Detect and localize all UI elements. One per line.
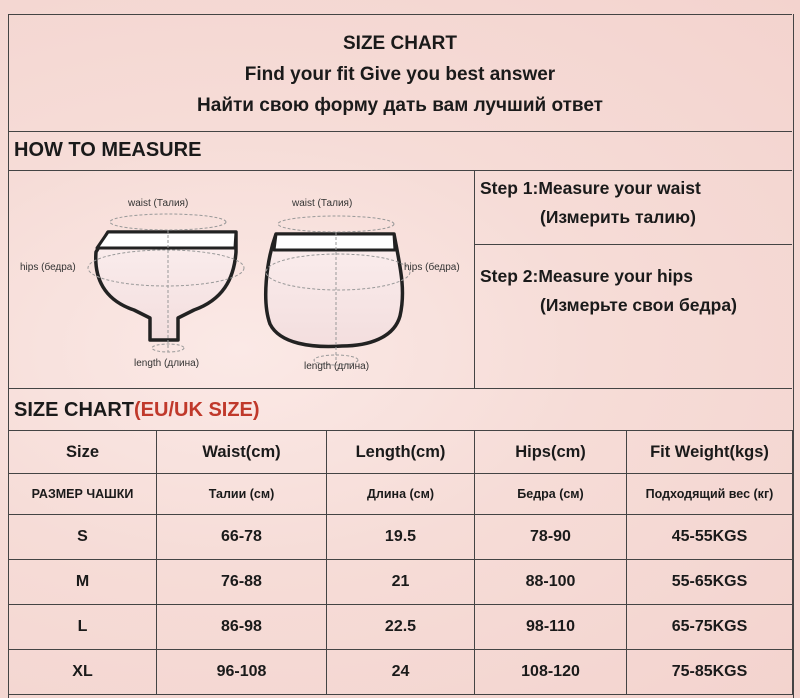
- length-label-right: length (длина): [304, 361, 370, 372]
- size-cell: S: [9, 515, 157, 560]
- size-chart-title-main: SIZE CHART: [14, 399, 134, 421]
- length-cell: 22.5: [327, 605, 475, 650]
- waist-cell: 76-88: [157, 560, 327, 605]
- weight-cell: 55-65KGS: [627, 560, 793, 605]
- column-header: Hips(cm): [475, 431, 627, 474]
- table-row: [9, 560, 793, 605]
- subtitle-ru: Найти свою форму дать вам лучший ответ: [197, 95, 603, 116]
- size-cell: L: [9, 605, 157, 650]
- page-title: SIZE CHART: [343, 33, 457, 54]
- waist-label-left: waist (Талия): [128, 198, 189, 209]
- weight-cell: 75-85KGS: [627, 650, 793, 695]
- waist-cell: 86-98: [157, 605, 327, 650]
- column-header: Waist(cm): [157, 431, 327, 474]
- waist-label-right: waist (Талия): [292, 198, 353, 209]
- length-cell: 21: [327, 560, 475, 605]
- header: [8, 14, 792, 132]
- divider: [8, 388, 792, 389]
- subtitle-en: Find your fit Give you best answer: [244, 64, 556, 85]
- table-row: [9, 515, 793, 560]
- measure-diagram: [8, 170, 474, 388]
- step-2: [480, 266, 737, 316]
- column-header-ru: Талии (см): [157, 474, 327, 515]
- hips-cell: 88-100: [475, 560, 627, 605]
- size-chart-title-accent: (EU/UK SIZE): [134, 399, 260, 421]
- length-label-left: length (длина): [134, 358, 200, 369]
- weight-cell: 45-55KGS: [627, 515, 793, 560]
- step-1: [480, 178, 701, 228]
- waist-cell: 96-108: [157, 650, 327, 695]
- length-cell: 19.5: [327, 515, 475, 560]
- column-header-ru: Бедра (см): [475, 474, 627, 515]
- column-header: Size: [9, 431, 157, 474]
- divider: [474, 244, 792, 245]
- hips-label-left: hips (бедра): [20, 262, 76, 273]
- table-subheader-row: [9, 474, 793, 515]
- size-cell: XL: [9, 650, 157, 695]
- column-header: Fit Weight(kgs): [627, 431, 793, 474]
- hips-cell: 98-110: [475, 605, 627, 650]
- step-1-ru: (Измерить талию): [540, 207, 696, 227]
- step-2-ru: (Измерьте свои бедра): [540, 295, 737, 315]
- column-header-ru: Длина (см): [327, 474, 475, 515]
- table-row: [9, 605, 793, 650]
- hips-cell: 78-90: [475, 515, 627, 560]
- step-1-en: Step 1:Measure your waist: [480, 178, 701, 198]
- column-header-ru: Подходящий вес (кг): [627, 474, 793, 515]
- size-table: [8, 430, 793, 695]
- size-cell: M: [9, 560, 157, 605]
- step-2-en: Step 2:Measure your hips: [480, 266, 693, 286]
- size-chart-sheet: [0, 14, 800, 698]
- column-header: Length(cm): [327, 431, 475, 474]
- hips-cell: 108-120: [475, 650, 627, 695]
- divider: [474, 170, 475, 388]
- size-chart-title: [14, 399, 260, 422]
- hips-label-right: hips (бедра): [404, 262, 460, 273]
- table-header-row: [9, 431, 793, 474]
- waist-cell: 66-78: [157, 515, 327, 560]
- column-header-ru: РАЗМЕР ЧАШКИ: [9, 474, 157, 515]
- weight-cell: 65-75KGS: [627, 605, 793, 650]
- table-row: [9, 650, 793, 695]
- length-cell: 24: [327, 650, 475, 695]
- how-to-measure-title: HOW TO MEASURE: [14, 139, 202, 161]
